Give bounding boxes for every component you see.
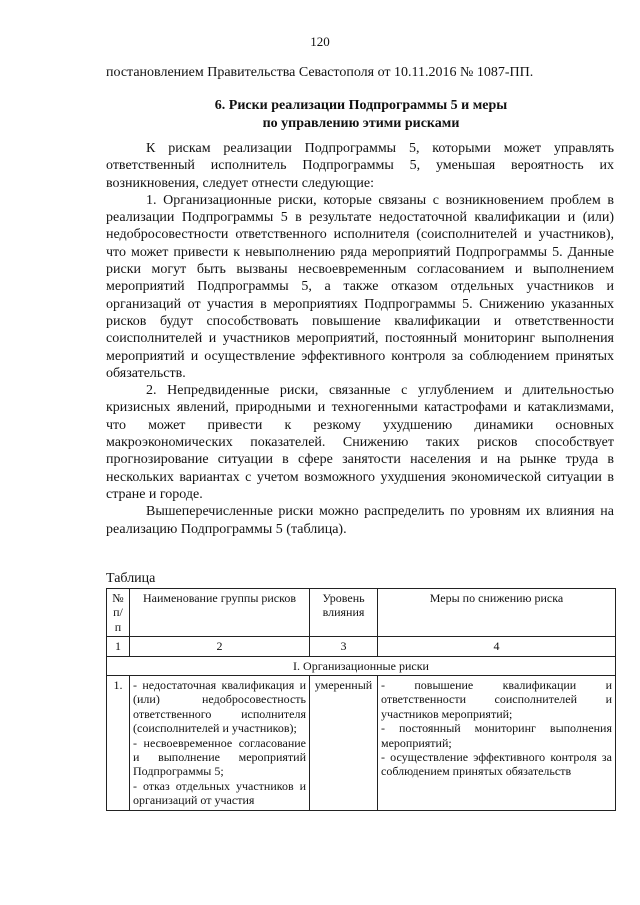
paragraph-distribution: Вышеперечисленные риски можно распределить по уровням их влияния на реализацию Подпрограммы 5 (таблица). (106, 504, 614, 537)
header-impact-level: Уровень влияния (310, 589, 378, 637)
paragraph-unforeseen-risks: 2. Непредвиденные риски, связанные с углублением и длительностью кризисных явлений, природными и техногенными катастрофами и катаклизмами, что может привести к резкому ухудшению динамики основных макроэкономических показателей. Снижению таких рисков способствует прогнозирование ситуации в сфере занятости населения и на рынке труда в нескольких вариантах с учетом возможного ухудшения экономической ситуации в стране и городе. (106, 383, 614, 502)
section-title (106, 97, 616, 133)
page-number: 120 (310, 34, 330, 49)
paragraph-organizational-risks: 1. Организационные риски, которые связаны с возникновением проблем в реализации Подпрограммы 5 в результате недостаточной квалификации и (или) недобросовестности ответственного исполнителя (соисполнителей и участников), что может привести к невыполнению ряда мероприятий Подпрограммы 5. Данные риски могут быть вызваны несвоевременным согласованием и выполнением мероприятий Подпрограммы 5, а также отказом отдельных участников и организаций от участия в мероприятиях Подпрограммы 5. Снижению указанных рисков будут способствовать повышение квалификации и ответственности соисполнителей и участников мероприятий, постоянный мониторинг выполнения мероприятий и осуществление эффективного контроля за соблюдением принятых обязательств. (106, 192, 614, 381)
impact-level: умеренный (310, 676, 378, 811)
section-label: I. Организационные риски (107, 656, 616, 675)
header-number: № п/п (107, 589, 130, 637)
table-header-row (107, 589, 616, 637)
measure-item: - повышение квалификации и ответственности соисполнителей и участников мероприятий; (381, 678, 612, 721)
measure-item: - постоянный мониторинг выполнения мероприятий; (381, 721, 612, 750)
column-number: 1 (107, 637, 130, 656)
header-measures: Меры по снижению риска (378, 589, 616, 637)
paragraph-intro: К рискам реализации Подпрограммы 5, которыми может управлять ответственный исполнитель Подпрограммы 5, уменьшая вероятность их возникновения, следует отнести следующие: (106, 141, 614, 191)
column-number: 2 (130, 637, 310, 656)
column-numbers-row (107, 637, 616, 656)
section-row (107, 656, 616, 675)
header-risk-group: Наименование группы рисков (130, 589, 310, 637)
risk-list (130, 676, 310, 811)
measure-item: - осуществление эффективного контроля за соблюдением принятых обязательств (381, 750, 612, 779)
table-caption: Таблица (106, 571, 156, 586)
risk-item: - недостаточная квалификация и (или) недобросовестность ответственного исполнителя (соисполнителей и участников); (133, 678, 306, 736)
row-number: 1. (107, 676, 130, 811)
risk-item: - отказ отдельных участников и организаций от участия (133, 778, 306, 808)
continuation-line: постановлением Правительства Севастополя от 10.11.2016 № 1087-ПП. (106, 65, 534, 80)
section-title-line-1: 6. Риски реализации Подпрограммы 5 и меры (214, 98, 508, 113)
table-row (107, 676, 616, 811)
risk-item: - несвоевременное согласование и выполнение мероприятий Подпрограммы 5; (133, 735, 306, 779)
risks-table (106, 588, 616, 811)
section-title-line-2: по управлению этими рисками (262, 116, 460, 131)
column-number: 4 (378, 637, 616, 656)
column-number: 3 (310, 637, 378, 656)
body-text (106, 140, 614, 538)
measures-list (378, 676, 616, 811)
